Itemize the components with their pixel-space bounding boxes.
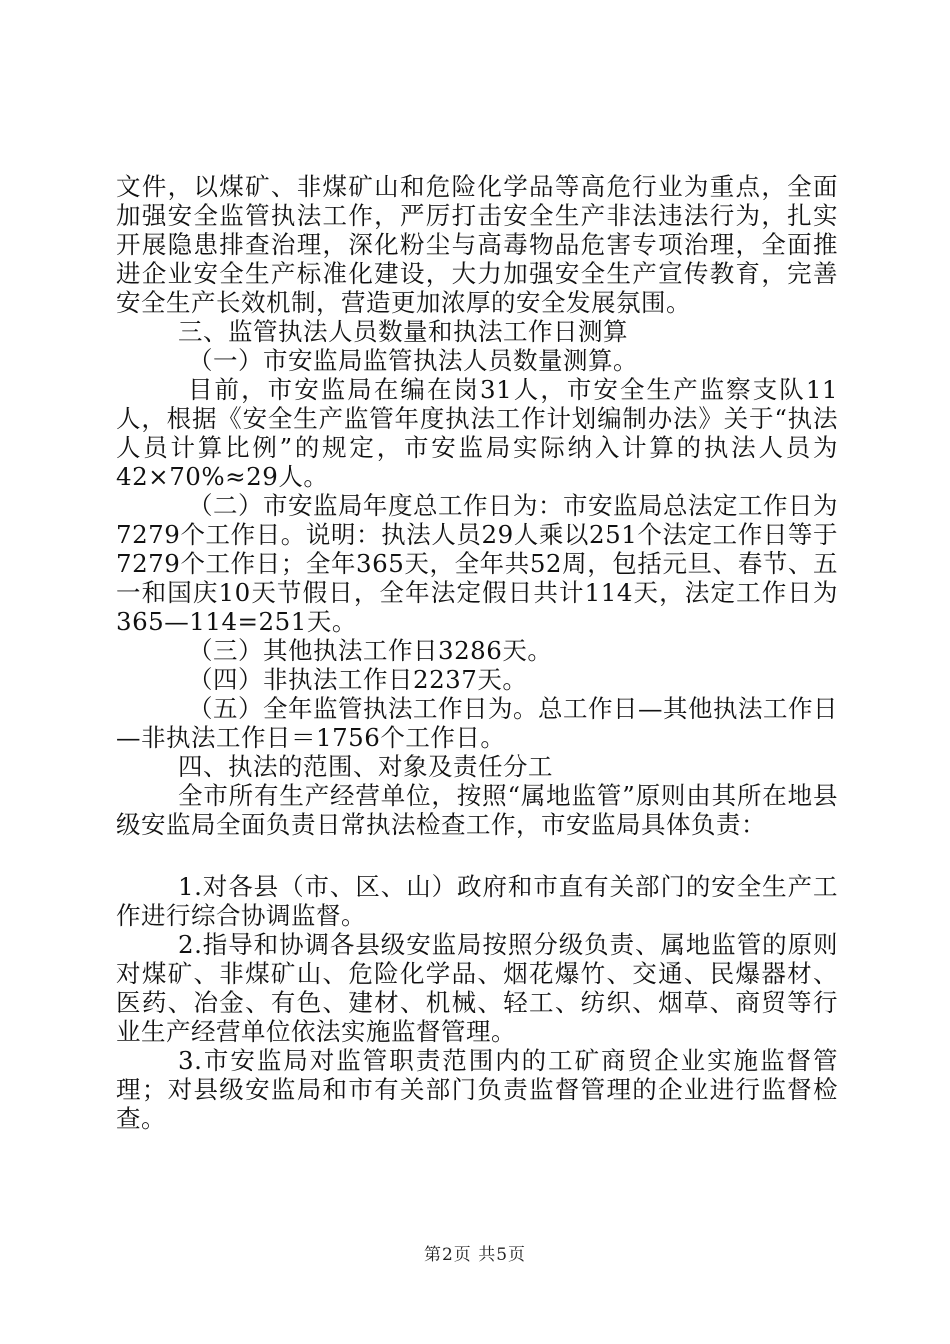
- list-item-3: 3.市安监局对监管职责范围内的工矿商贸企业实施监督管理；对县级安监局和市有关部门负责监督管理的企业进行监督检查。: [116, 1046, 838, 1133]
- paragraph-non-enforcement-workdays: （四）非执法工作日2237天。: [188, 665, 528, 694]
- list-item-2: 2.指导和协调各县级安监局按照分级负责、属地监管的原则对煤矿、非煤矿山、危险化学品、烟花爆竹、交通、民爆器材、医药、冶金、有色、建材、机械、轻工、纺织、烟草、商贸等行业生产经营单位依法实施监督管理。: [116, 930, 838, 1046]
- page-footer: [0, 1240, 950, 1265]
- paragraph-intro: 文件，以煤矿、非煤矿山和危险化学品等高危行业为重点，全面加强安全监管执法工作，严厉打击安全生产非法违法行为，扎实开展隐患排查治理，深化粉尘与高毒物品危害专项治理，全面推进企业安全生产标准化建设，大力加强安全生产宣传教育，完善安全生产长效机制，营造更加浓厚的安全发展氛围。: [116, 172, 838, 317]
- section-heading-3: 三、监管执法人员数量和执法工作日测算: [178, 317, 628, 346]
- paragraph-annual-enforcement-workdays: （五）全年监管执法工作日为。总工作日—其他执法工作日—非执法工作日＝1756个工作日。: [116, 694, 838, 752]
- page-number-label: 第2页 共5页: [423, 1245, 527, 1265]
- document-body: [116, 172, 838, 1133]
- subsection-heading-1: （一）市安监局监管执法人员数量测算。: [188, 346, 638, 375]
- paragraph-scope: 全市所有生产经营单位，按照“属地监管”原则由其所在地县级安监局全面负责日常执法检查工作，市安监局具体负责：: [116, 781, 838, 839]
- paragraph-workdays-total: （二）市安监局年度总工作日为：市安监局总法定工作日为7279个工作日。说明：执法人员29人乘以251个法定工作日等于7279个工作日；全年365天，全年共52周，包括元旦、春节、五一和国庆10天节假日，全年法定假日共计114天，法定工作日为365—114=251天。: [116, 491, 838, 636]
- list-item-1: 1.对各县（市、区、山）政府和市直有关部门的安全生产工作进行综合协调监督。: [116, 872, 838, 930]
- blank-line: [116, 839, 838, 872]
- paragraph-other-workdays: （三）其他执法工作日3286天。: [188, 636, 553, 665]
- paragraph-staff-count: 目前，市安监局在编在岗31人，市安全生产监察支队11人，根据《安全生产监管年度执法工作计划编制办法》关于“执法人员计算比例”的规定，市安监局实际纳入计算的执法人员为42×70%≈29人。: [116, 375, 838, 491]
- section-heading-4: 四、执法的范围、对象及责任分工: [178, 752, 553, 781]
